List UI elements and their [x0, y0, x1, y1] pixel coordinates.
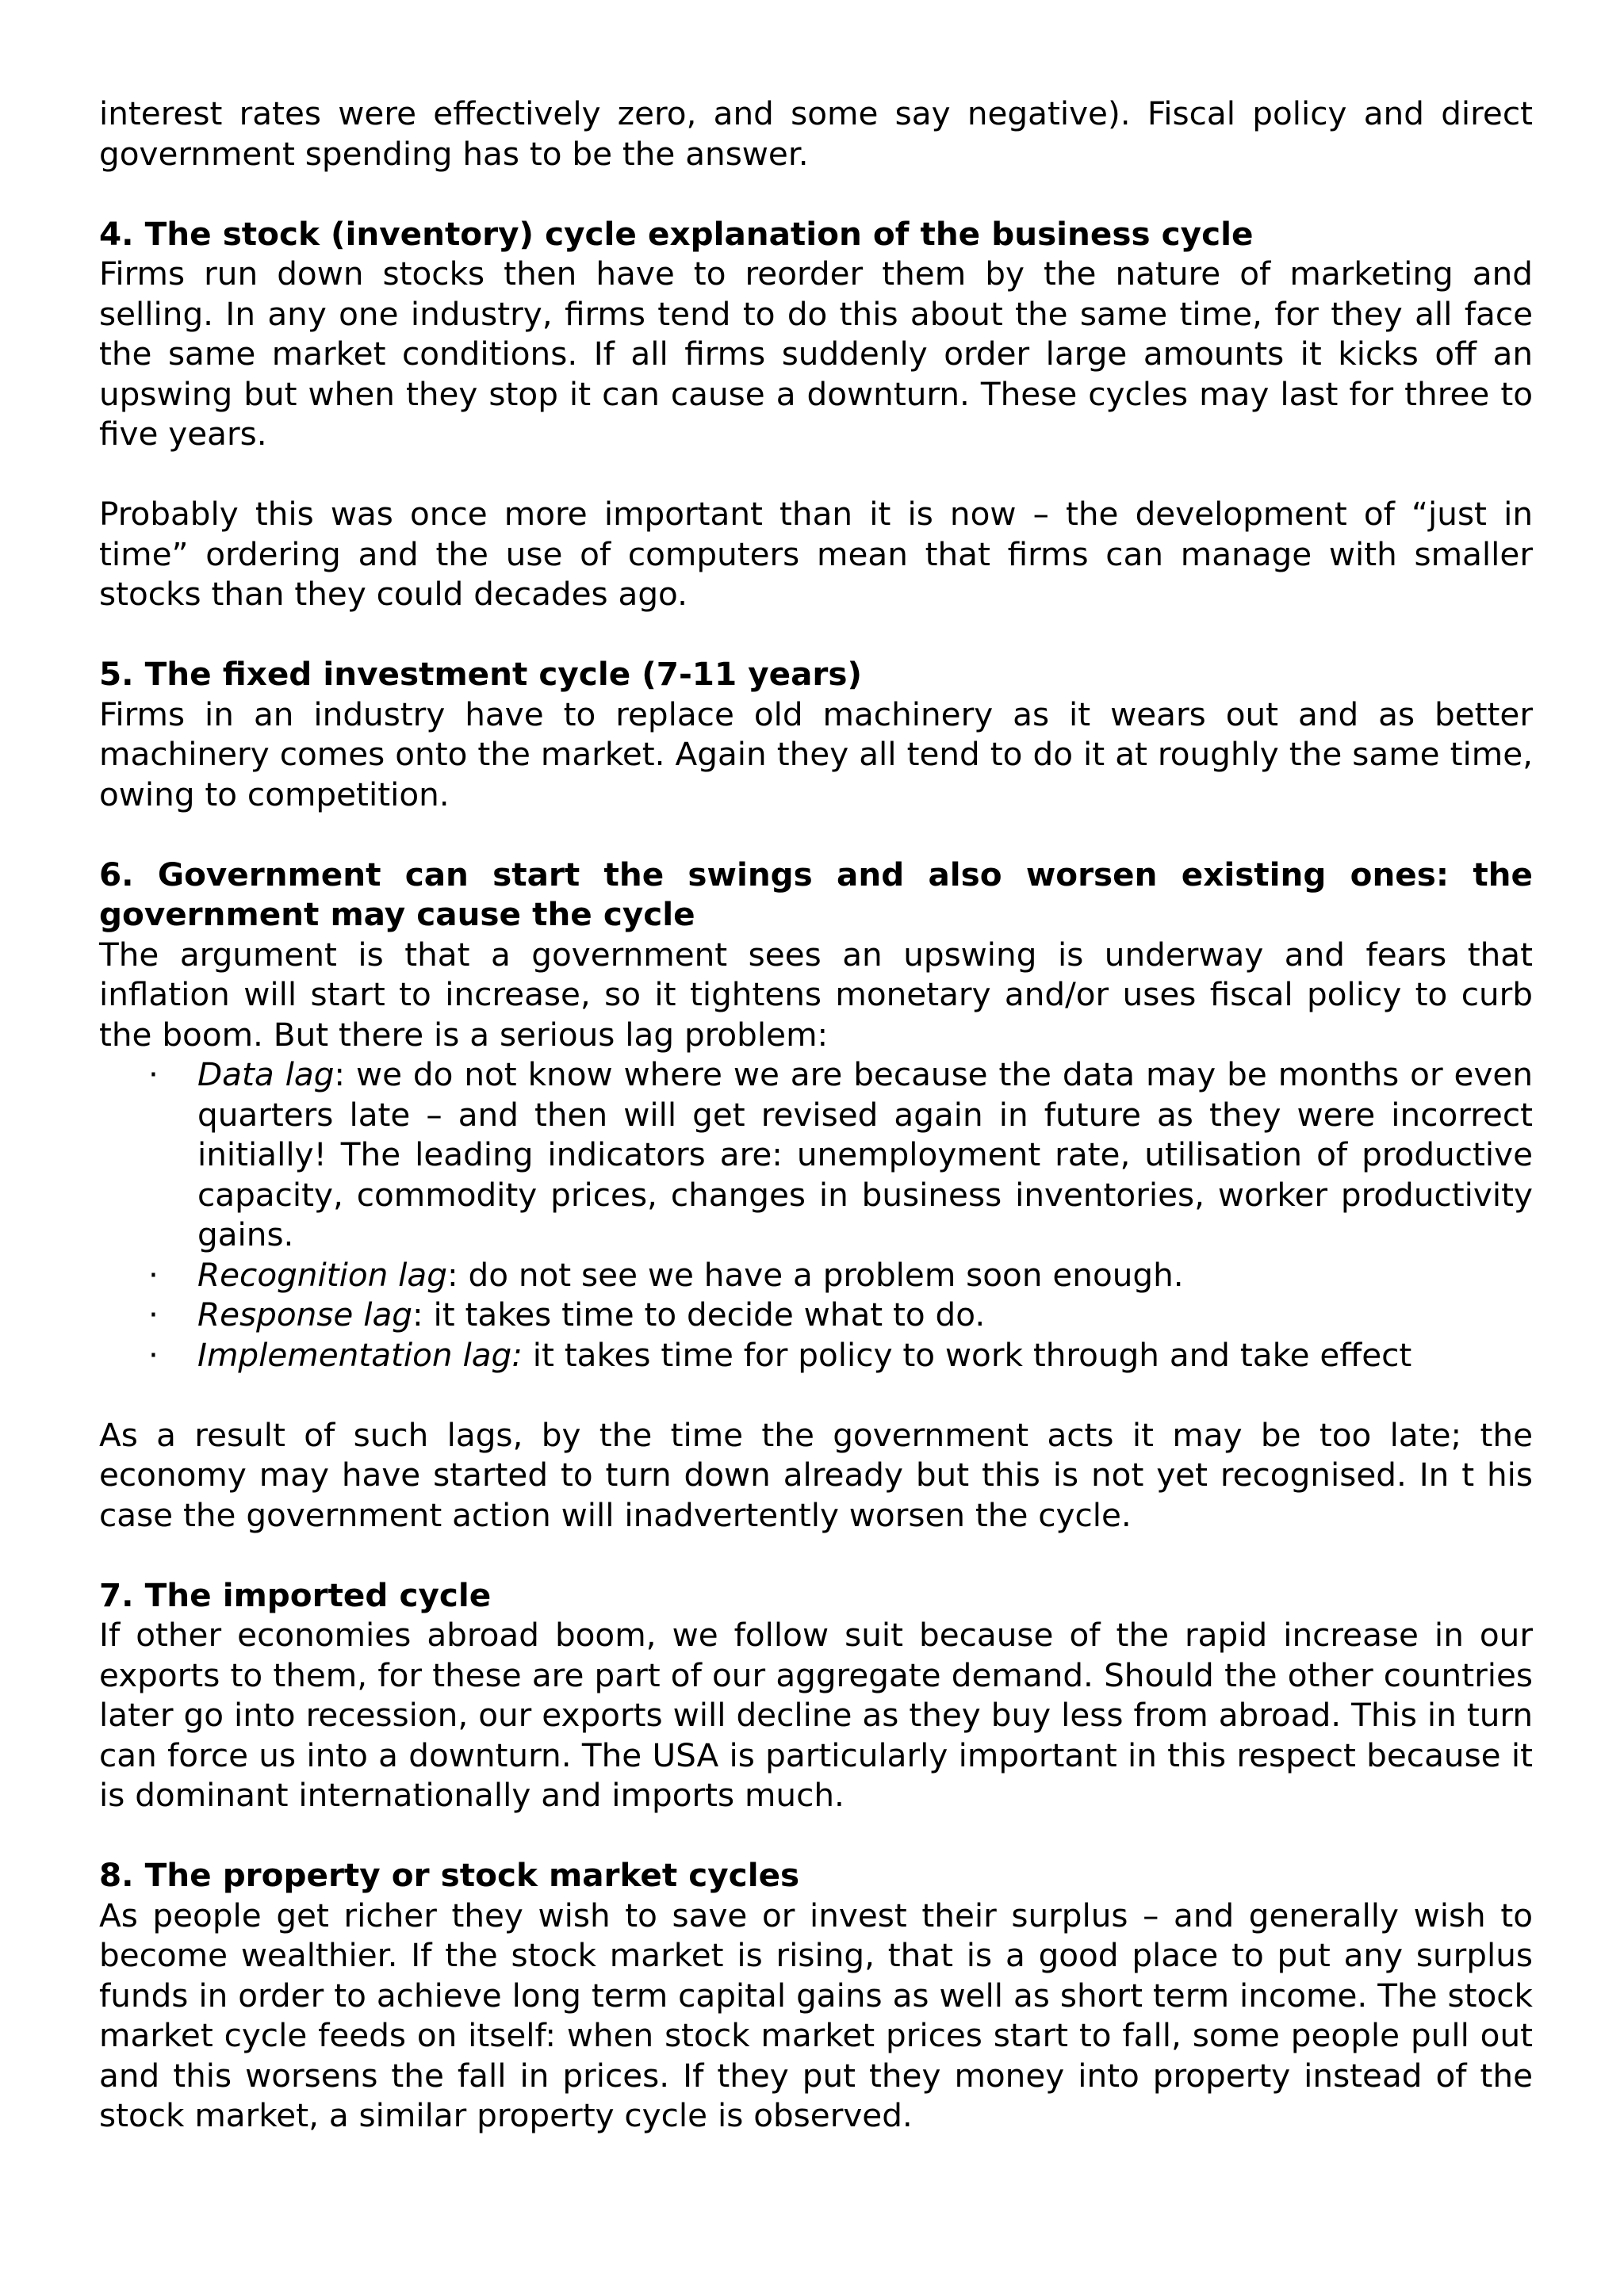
section-8-heading: 8. The property or stock market cycles — [99, 1856, 800, 1894]
section-7-paragraph-1: If other economies abroad boom, we follow suit because of the rapid increase in our exports to them, for these are part of our aggregate demand. Should the other countries later go into recession, our exports will decline as they buy less from abroad. This in turn can force us into a downturn. The USA is particularly important in this respect because it is dominant internationally and imports much. — [99, 1616, 1533, 1814]
document-page — [99, 94, 1533, 2136]
lag-item-response — [99, 1295, 1533, 1335]
spacer — [99, 814, 1533, 855]
section-8-paragraph-1: As people get richer they wish to save or invest their surplus – and generally wish to become wealthier. If the stock market is rising, that is a good place to put any surplus funds in order to achieve long term capital gains as well as short term income. The stock market cycle feeds on itself: when stock market prices start to fall, some people pull out and this worsens the fall in prices. If they put they money into property instead of the stock market, a similar property cycle is observed. — [99, 1896, 1533, 2134]
section-7-heading: 7. The imported cycle — [99, 1575, 492, 1614]
lag-term: Data lag — [197, 1055, 335, 1093]
section-6-heading: 6. Government can start the swings and also worsen existing ones: the government may cause the cycle — [99, 855, 1533, 933]
lag-term: Implementation lag: — [197, 1335, 523, 1374]
lag-term: Response lag — [197, 1295, 412, 1334]
spacer — [99, 614, 1533, 655]
bullet-icon: · — [148, 1255, 159, 1294]
lag-item-recognition — [99, 1255, 1533, 1295]
section-4-paragraph-2: Probably this was once more important than it is now – the development of “just in time” ordering and the use of computers mean that firms can manage with smaller stocks than they could decades ago. — [99, 495, 1533, 613]
section-5-heading: 5. The fixed investment cycle (7-11 years) — [99, 655, 863, 693]
lag-description: : do not see we have a problem soon enough. — [446, 1255, 1184, 1294]
lag-item-data — [99, 1054, 1533, 1255]
spacer — [99, 1375, 1533, 1415]
section-4-paragraph-1: Firms run down stocks then have to reorder them by the nature of marketing and selling. In any one industry, firms tend to do this about the same time, for they all face the same market conditions. If all firms suddenly order large amounts it kicks off an upswing but when they stop it can cause a downturn. These cycles may last for three to five years. — [99, 254, 1533, 453]
spacer — [99, 174, 1533, 214]
section-6-paragraph-1: The argument is that a government sees an upswing is underway and fears that inflation will start to increase, so it tightens monetary and/or uses fiscal policy to curb the boom. But there is a serious lag problem: — [99, 935, 1533, 1054]
section-4-heading: 4. The stock (inventory) cycle explanation of the business cycle — [99, 214, 1254, 253]
lag-term: Recognition lag — [197, 1255, 447, 1294]
lag-description: it takes time for policy to work through and take effect — [522, 1335, 1412, 1374]
lag-list — [99, 1054, 1533, 1375]
bullet-icon: · — [148, 1295, 159, 1334]
bullet-icon: · — [148, 1055, 159, 1093]
section-6-paragraph-2: As a result of such lags, by the time the government acts it may be too late; the economy may have started to turn down already but this is not yet recognised. In t his case the government action will inadvertently worsen the cycle. — [99, 1415, 1533, 1534]
spacer — [99, 454, 1533, 495]
section-5-paragraph-1: Firms in an industry have to replace old machinery as it wears out and as better machinery comes onto the market. Again they all tend to do it at roughly the same time, owing to competition. — [99, 695, 1533, 813]
intro-paragraph: interest rates were effectively zero, and some say negative). Fiscal policy and direct government spending has to be the answer. — [99, 94, 1533, 173]
lag-description: : it takes time to decide what to do. — [412, 1295, 986, 1334]
spacer — [99, 1816, 1533, 1856]
spacer — [99, 1535, 1533, 1575]
lag-description: : we do not know where we are because the data may be months or even quarters late – and then will get revised again in future as they were incorrect initially! The leading indicators are: unemployment rate, utilisation of productive capacity, commodity prices, changes in business inventories, worker productivity gains. — [197, 1055, 1533, 1253]
lag-item-implementation — [99, 1335, 1533, 1376]
bullet-icon: · — [148, 1335, 159, 1374]
